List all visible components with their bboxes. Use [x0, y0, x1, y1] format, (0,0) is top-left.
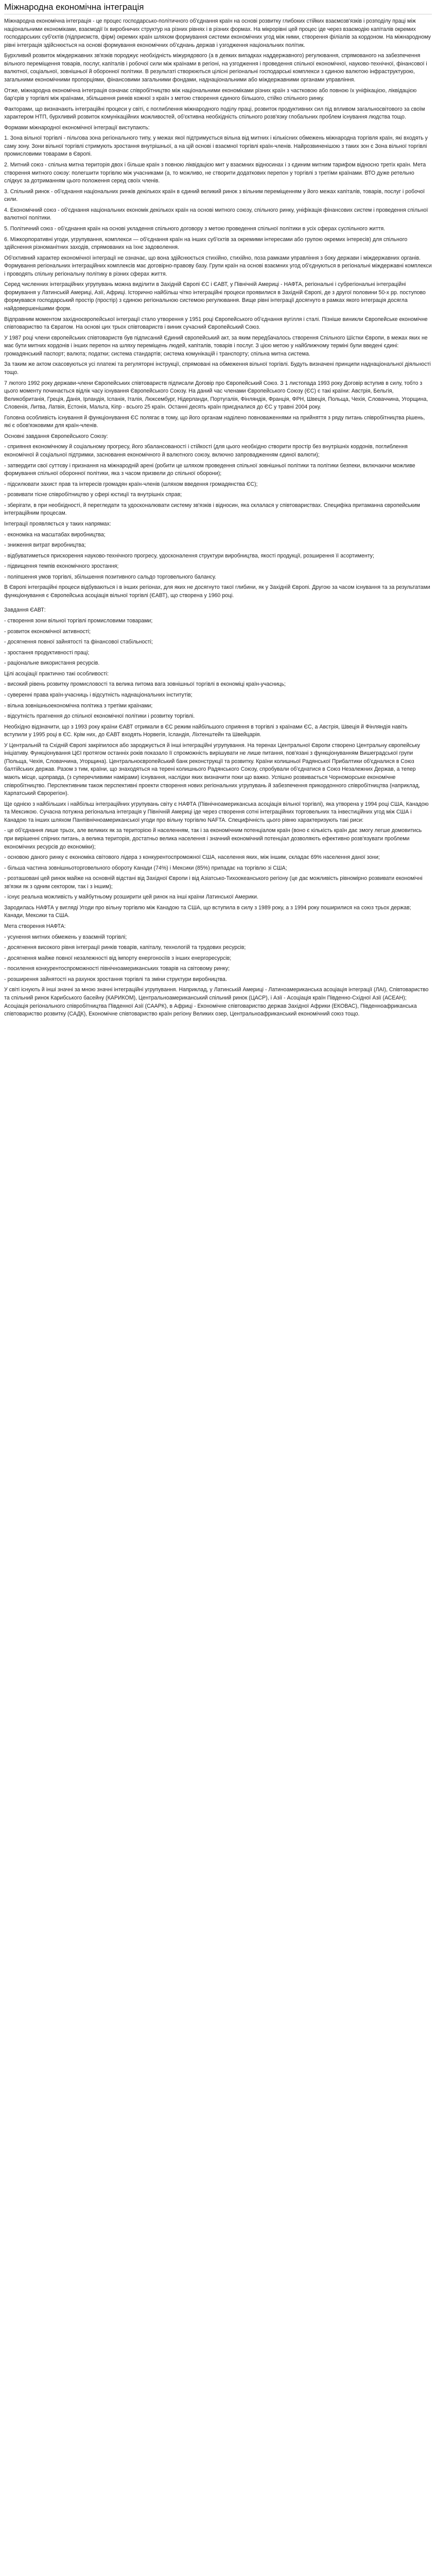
article-paragraph: 3. Спільний ринок - об'єднання національних ринків декількох країн в єдиний великий ринок з вільним переміщенням у його межах капіталів, товарів, послуг і робочої сили. [4, 188, 425, 203]
article-paragraph: Основні завдання Європейського Союзу: [4, 433, 108, 439]
article-paragraph: - розташовані цей ринок майже на основній відстані від Західної Європи і від Азіатсько-Тихоокеанського регіону (це дає можливість рівномірно розвивати економічні зв'язки як з одним сектором, так і з іншим); [4, 875, 423, 890]
article-paragraph: - затвердити свої суттєву і признання на міжнародній арені (робити це шляхом проведення спільної зовнішньої політики та політики безпеки, включаючи можливе формування спільної оборонної політики, яка з часом призвели до спільної оборони); [4, 462, 415, 477]
article-paragraph: - розвивати тісне співробітництво у сфері юстиції та внутрішніх справ; [4, 492, 182, 498]
article-page [0, 0, 436, 1026]
article-paragraph: - основою даного ринку є економіка світового лідера з конкурентоспроможної США, населення яких, між іншим, складає 69% населення даної зони; [4, 854, 380, 861]
article-paragraph: - існує реальна можливість у майбутньому розширити цей ринок на інші країни Латинської Америки. [4, 894, 258, 901]
article-paragraph: - зберігати, в при необхідності, й перегледати та удосконалювати систему зв'язків і відносин, яка склалася у співтовариствах. Специфіка притаманна європейським інтеграційним процесам. [4, 502, 420, 517]
article-paragraph: 4. Економічний союз - об'єднання національних економік декількох країн на основі митного союзу, спільного ринку, уніфікація фінансових систем і проведення спільної валютної політики. [4, 207, 428, 222]
article-paragraph [4, 602, 432, 606]
article-paragraph: - усунення митних обмежень у взаємній торгівлі; [4, 934, 127, 940]
article-paragraph: - досягнення майже повної незалежності від імпорту енергоносіїв з інших енергоресурсів; [4, 955, 232, 961]
article-paragraph: Інтеграції проявляється у таких напрямах: [4, 520, 111, 527]
article-paragraph: - раціональне використання ресурсів. [4, 660, 100, 667]
article-paragraph: - вільна зовнішньоекономічна політика з третіми країнами; [4, 702, 153, 709]
article-paragraph: - посилення конкурентоспроможності північноамериканських товарів на світовому ринку; [4, 965, 230, 972]
article-title: Міжнародна економічна інтеграція [4, 2, 432, 14]
article-paragraph: 5. Політичний союз - об'єднання країн на основі укладення спільного договору з метою проведення спільної політики в усіх сферах суспільного життя. [4, 225, 386, 232]
article-paragraph: Необхідно відзначити, що з 1993 року країни ЄАВТ отримали в ЄС режим найбільшого сприяння в торгівлі з країнами ЄС, а Австрія, Швеція й Фінляндія навіть вступили у 1995 році в ЄС. Крім них, до ЄАВТ входять Норвегія, Ісландія, Ліхтенштейн та Швейцарія. [4, 723, 408, 738]
article-paragraph: 7 лютого 1992 року держави-члени Європейських співтовариств підписали Договір про Європейський Союз. З 1 листопада 1993 року Договір вступив в силу, тобто з цього моменту починається відлік часу існування Європейського Союзу. На даний час членами Європейського Союзу (ЄС) є такі країни: Австрія, Бельгія, Великобританія, Греція, Данія, Ірландія, Іспанія, Італія, Люксембург, Нідерланди, Португалія, Фінляндія, Франція, ФРН, Швеція, Польща, Чехія, Словаччина, Угорщина, Словенія, Литва, Латвія, Естонія, Мальта, Кіпр - всього 25 країн. Останні десять країн приєдналися до ЄС у травні 2004 року. [4, 380, 428, 411]
article-paragraph: 2. Митний союз - спільна митна територія двох і більше країн з повною ліквідацією мит у взаємних відносинах і з єдиним митним тарифом відносно третіх країн. Мета створення митного союзу: полегшити торгівлю між учасниками (а, то можливо, не створити додаткових перепон у торгівлі з третіми країнами. ВТО дуже ретельно слідкує за дотриманням цього положення серед своїх членів. [4, 162, 426, 184]
article-paragraph: Отже, міжнародна економічна інтеграція означає співробітництво між національними економіками різних країн з частковою або повною їх уніфікацією, ліквідацією бар'єрів у торгівлі між країнами, збільшення ринків кожної з країн з метою створення єдиного більшого, стійко спільного ринку. [4, 87, 417, 102]
article-paragraph: Міжнародна економічна інтеграція - це процес господарсько-політичного об'єднання країн на основі розвитку глибоких стійких взаємозв'язків і розподілу праці між національними економіками, взаємодії їх виробничих структур на різних рівнях і в різних формах. На мікрорівні цей процес іде через взаємодію капіталів окремих господарських суб'єктів (підприємств, фірм) окремих країн шляхом формування системи економічних угод між ними, створення філіалів за кордоном. На міжнародному рівні інтеграція здійснюється на основі формування економічних об'єднань держав і узгодження національних політик. [4, 18, 431, 48]
article-paragraph: - високий рівень розвитку промисловості та велика питома вага зовнішньої торгівлі в економіці країн-учасниць; [4, 681, 286, 688]
article-paragraph: - відсутність прагнення до спільної економічної політики і розвитку торгівлі. [4, 713, 195, 720]
article-paragraph: - підвищення темпів економічного зростання; [4, 563, 119, 570]
article-paragraph: У 1987 році члени європейських співтовариств був підписаний Єдиний європейський акт, за яким передбачалось створення Спільного Шістки Європи, в межах яких не має бути митних кордонів і інших перепон на шляху переміщень людей, капіталів, товарів і послуг. З цією метою у найближчому терміні були введені єдині: громадянський паспорт; валюта; податки; система стандартів; система комунікацій і транспорту; спільна митна система. [4, 334, 428, 357]
article-paragraph: - сприяння економічному й соціальному прогресу, його збалансованості і стійкості (для цього необхідно створити простір без внутрішніх кордонів, поглиблення економічної й соціальної підтримки, засновання економічного й валютного союзу, включно запровадженням єдиної валюти); [4, 444, 408, 458]
article-paragraph: В Європі інтеграційні процеси відбуваються і в інших регіонах, для яких не досягнуто такої глибини, як у Західній Європі. Другою за часом існування та за результатами функціонування є Європейська асоціація вільної торгівлі (ЄАВТ), що створена у 1960 році. [4, 584, 430, 599]
article-paragraph: Відправним моментом західноєвропейської інтеграції стало утворення у 1951 році Європейського об'єднання вугілля і сталі. Пізніше виникли Європейське економічне співтовариство та Євратом. На основі цих трьох співтовариств і виник сучасний Європейський Союз. [4, 316, 428, 331]
article-paragraph: - створення зони вільної торгівлі промисловими товарами; [4, 618, 153, 624]
article-paragraph: Зародилась НАФТА у вигляді Угоди про вільну торгівлю між Канадою та США, що вступила в силу з 1989 року, а з 1994 року поширилися на союз трьох держав; Канади, Мексики та США. [4, 904, 411, 919]
article-paragraph: Завдання ЄАВТ: [4, 607, 46, 614]
article-paragraph: - поліпшення умов торгівлі, збільшення позитивного сальдо торговельного балансу. [4, 573, 216, 580]
article-paragraph: - досягнення високого рівня інтеграції ринків товарів, капіталу, технологій та трудових ресурсів; [4, 944, 246, 951]
article-body [4, 18, 432, 1019]
article-paragraph: Цілі асоціації практично такі особливості: [4, 670, 109, 677]
article-paragraph: 6. Міжкорпоративні угоди, угрупування, комплекси — об'єднання країн на інших суб'єктів за окремими інтересами або групою окремих інтересів) для спільного здійснення різноманітних заходів, спрямованих на їхнє задоволення. [4, 236, 408, 251]
article-paragraph: - відбуватиметься прискорення науково-технічного прогресу, удосконалення структури виробництва, якості продукції, розширення її асортименту; [4, 552, 374, 559]
article-paragraph: - зниження витрат виробництва; [4, 542, 86, 549]
article-paragraph: - економіка на масштабах виробництва; [4, 531, 106, 538]
article-paragraph: Головна особливість існування й функціонування ЄС полягає в тому, що його органам наділено повноваженнями на прийняття з ряду питань співробітництва рішень, які є обов'язковими для країн-членів. [4, 414, 425, 429]
article-paragraph: - підсилювати захист прав та інтересів громадян країн-членів (шляхом введення громадянства ЄС); [4, 481, 258, 487]
article-paragraph: Серед численних інтеграційних угрупувань можна виділити в Західній Європі ЄС і ЄАВТ, у Північній Америці - НАФТА, регіональні і субрегіональні інтеграційні формування у Латинській Америці, Азії, Африці. Історично найбільш чітко інтеграційні процеси проявилися в Західній Європі, де з другої половини 50-х рр. поступово формувався господарський простір (простір) з єдиною регіональною системою регулювання. Вище рівні інтеграції досягнуто в рамках якого інтеграція досягла найдовершенішими форм. [4, 281, 426, 312]
article-paragraph: - більша частина зовнішньоторговельного обороту Канади (74%) і Мексики (85%) припадає на торгівлю зі США; [4, 865, 287, 871]
article-paragraph: У Центральній та Східній Європі закріпилося або зароджується й інші інтеграційні угрупування. На теренах Центральної Європи створено Центральну європейську ініціативу. Функціонування ЦЄІ протягом останніх років показало її спроможність вирішувати не лише питання, пов'язані з функціонуванням Вишеградської групи (Польща, Чехія, Словаччина, Угорщина). Центральноєвропейський банк реконструкції та розвитку. Країни колишньої Радянської Прибалтики об'єдналися в Союз балтійських держав. Разом з тим, країни, що знаходяться на терені колишнього Радянського Союзу, спробували об'єднатися в Союз Незалежних Держав, а тепер мають місце, щоправда, (з суперечливими намірами) існування, наслідки яких визначити поки що важко. Успішно розвивається Чорноморське економічне співробітництво. Перспективним також перспективні проекти створення нових регіональних угрупувань й забезпечення прикордонного співробітництва (наприклад, Карпатський Єврорегіон). [4, 742, 420, 797]
article-paragraph: За таким же актом скасовуються усі платежі та регуляторні інструкції, спрямовані на обмеження вільної торгівлі. Будуть визначені принципи наднаціональної діяльності тощо. [4, 361, 431, 376]
article-paragraph: - зростання продуктивності праці; [4, 649, 90, 656]
article-paragraph: Факторами, що визначають інтеграційні процеси у світі, є поглиблення міжнародного поділу праці, розвиток продуктивних сил під впливом загальносвітового за своїм характером НТП, бурхливий розвиток комунікаційних можливостей, об'єктивна необхідність спільного розв'язку глобальних проблем існування людства тощо. [4, 106, 425, 121]
article-paragraph: - розширення зайнятості на рахунок зростання торгівлі та зміни структури виробництва. [4, 976, 227, 982]
article-paragraph: Об'єктивний характер економічної інтеграції не означає, що вона здійснюється стихійно, стихійно, поза рамками управління з боку держави і міждержавних органів. Формування регіональних інтеграційних комплексів має договірно-правову базу. Групи країн на основі взаємних угод об'єднуються в регіональні міждержавні комплекси і проводять спільну регіональну політику в різних сферах життя. [4, 255, 432, 277]
article-paragraph: 1. Зона вільної торгівлі - пільгова зона регіонального типу, у межах якої підтримується вільна від митних і кількісних обмежень міжнародна торгівля країн, які входять у саму зону. Зони вільної торгівлі стримують зростання внутрішньої, а на цій основі і взаємної торгівлі країн-членів. Найрозвиненішою з таких зон є Зона вільної торгівлі промисловими товарами в Європі. [4, 135, 428, 158]
article-paragraph: - розвиток економічної активності; [4, 628, 91, 635]
article-paragraph: Ще однією з найбільших і найбільш інтеграційних угрупувань світу є НАФТА (Північноамериканська асоціація вільної торгівлі), яка утворена у 1994 році США, Канадою та Мексикою. Сучасна потужна регіональна інтеграція у Північній Америці іде через створення сотні інтеграційних торговельних та інвестиційних угод між США і Канадою та інших шляхом Панпівнічноамериканської угоди про вільну торгівлю NAFTA. Специфічність цього рівню характеризують такі риси: [4, 801, 429, 823]
article-paragraph: - це об'єднання лише трьох, але великих як за територією й населенням, так і за економічним потенціалом країн (воно є кількість країн дає змогу легше домовитись при вирішенні спірних питань, а велика територія, достатньо велика населення і значний економічний потенціал дозволяють ефективно розв'язувати проблеми економічних ресурсів до економіки); [4, 827, 422, 850]
article-paragraph: Бурхливий розвиток міждержавних зв'язків породжує необхідність міжурядового (а в деяких випадках наддержавного) регулювання, спрямованого на забезпечення вільного переміщення товарів, послуг, капіталів і робочої сили між країнами в регіоні, на узгодження і проведення спільної економічної, науково-технічної, фінансової і валютної, соціальної, зовнішньої й оборонної політики. В результаті створюються цілісні регіональні господарські комплекси з єдиною валютою інфраструктурою, загальними економічними пропорціями, фінансовими загальними фондами, наднаціональними або міждержавними органами управління. [4, 53, 427, 83]
article-paragraph: Мета створення НАФТА: [4, 923, 66, 929]
article-paragraph: - досягнення повної зайнятості та фінансової стабільності; [4, 639, 153, 646]
article-paragraph: У світі існують й інші значні за мною значні інтеграційні угрупування. Наприклад, у Латинській Америці - Латиноамериканська асоціація інтеграції (ЛАІ), Співтовариство та спільний ринок Карибського басейну (КАРИКОМ), Центральноамериканський спільний ринок (ЦАСР), і Азії - Асоціація країн Південно-Східної Азії (АСЕАН); Асоціація регіонального співробітництва Південної Азії (СААРК), в Африці - Економічне співтовариство держав Західної Африки (ЕКОВАС), Південноафриканська співтовариство розвитку (САДК), Економічне співтовариство країн регіону Великих озер, Центральноафриканський економічний союз тощо. [4, 987, 429, 1018]
article-paragraph: - суверенні права країн-учасниць і відсутність наднаціональних інститутів; [4, 691, 193, 698]
article-paragraph: Формами міжнародної економічної інтеграції виступають: [4, 124, 150, 131]
